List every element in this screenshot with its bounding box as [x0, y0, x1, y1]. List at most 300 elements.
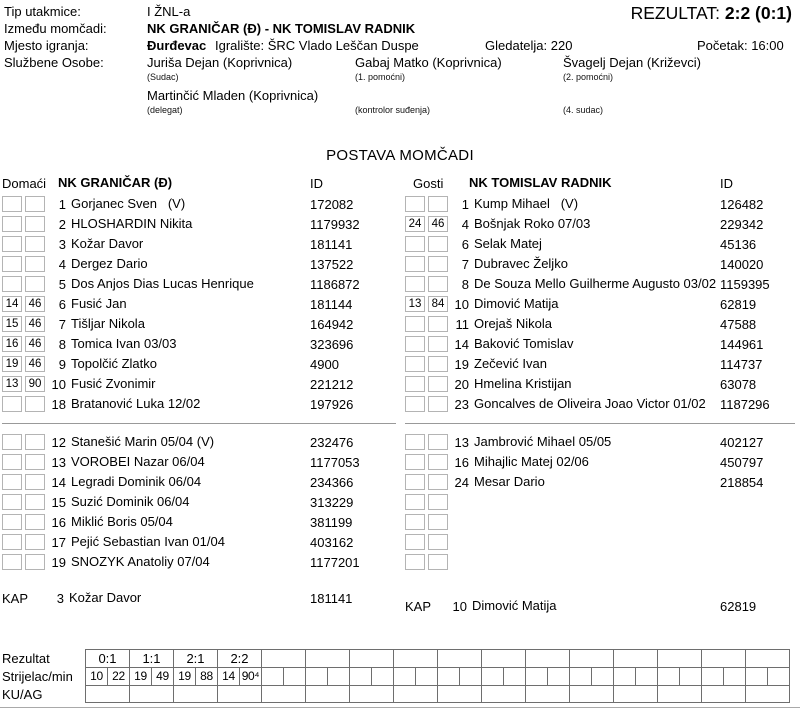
player-number: 19 — [51, 554, 66, 570]
player-name: Kožar Davor — [71, 236, 144, 251]
score-column — [482, 650, 526, 702]
sub-min-cell[interactable] — [25, 216, 45, 232]
lineup-title: POSTAVA MOMČADI — [326, 147, 474, 164]
score-column — [174, 650, 218, 702]
score-result-cell[interactable] — [262, 650, 305, 668]
scorer-minute-cell[interactable]: 22 — [112, 669, 125, 683]
player-row — [2, 394, 396, 414]
sub-min-cell[interactable] — [428, 534, 448, 550]
player-name: Kump Mihael (V) — [474, 196, 579, 211]
player-id: 1187296 — [720, 396, 770, 412]
player-id: 172082 — [310, 196, 354, 212]
player-id: 221212 — [310, 376, 354, 392]
sub-min-cell[interactable] — [25, 256, 45, 272]
sub-min-cell[interactable] — [428, 554, 448, 570]
officials-label: Službene Osobe: — [4, 55, 104, 70]
venue-label: Mjesto igranja: — [4, 38, 89, 53]
sub-in-cell[interactable] — [405, 534, 425, 550]
sub-min-cell[interactable] — [25, 514, 45, 530]
scorer-minute-row — [570, 668, 613, 686]
captain-number: 3 — [56, 590, 64, 606]
player-name: Orejaš Nikola — [474, 316, 553, 331]
scorer-number-cell[interactable]: 14 — [218, 668, 240, 685]
player-number: 20 — [454, 376, 469, 392]
kuag-cell[interactable] — [350, 686, 393, 702]
sub-min-cell[interactable] — [428, 336, 448, 352]
empty-player-row — [405, 532, 795, 552]
empty-player-row — [405, 552, 795, 572]
player-id: 181144 — [310, 296, 353, 312]
guest-bench-divider — [405, 423, 795, 424]
player-id: 450797 — [720, 454, 764, 470]
sub-min-cell[interactable] — [428, 474, 448, 490]
controller-role: (kontrolor suđenja) — [355, 105, 431, 115]
player-number: 15 — [51, 494, 66, 510]
player-id: 144961 — [720, 336, 764, 352]
kuag-cell[interactable] — [218, 686, 261, 702]
sub-in-cell[interactable] — [405, 316, 425, 332]
player-row — [405, 234, 795, 254]
kuag-cell[interactable] — [702, 686, 745, 702]
sub-in-cell[interactable] — [405, 376, 425, 392]
home-starters — [2, 194, 396, 414]
sub-min-cell[interactable] — [25, 534, 45, 550]
player-number: 16 — [51, 514, 66, 530]
player-row — [2, 472, 396, 492]
attendance-value: Gledatelja: 220 — [485, 38, 573, 53]
scorer-minute-cell[interactable] — [636, 668, 657, 685]
sub-min-cell[interactable]: 46 — [428, 216, 448, 232]
kuag-cell[interactable] — [438, 686, 481, 702]
sub-in-cell[interactable] — [405, 554, 425, 570]
sub-min-cell[interactable] — [25, 454, 45, 470]
sub-in-cell[interactable] — [2, 216, 22, 232]
sub-min-cell[interactable] — [25, 434, 45, 450]
sub-min-cell[interactable] — [428, 396, 448, 412]
match-teams: NK GRANIČAR (Đ) - NK TOMISLAV RADNIK — [147, 21, 416, 36]
sub-in-cell[interactable] — [2, 396, 22, 412]
scorer-number-cell[interactable] — [306, 668, 328, 685]
score-result-cell[interactable] — [438, 650, 481, 668]
score-column — [746, 650, 789, 702]
scorer-number-cell[interactable]: 19 — [130, 668, 152, 685]
sub-in-cell[interactable] — [405, 196, 425, 212]
player-number: 5 — [58, 276, 66, 292]
match-type-label: Tip utakmice: — [4, 4, 81, 19]
player-row — [2, 274, 396, 294]
player-id: 62819 — [720, 296, 757, 312]
player-number: 14 — [454, 336, 469, 352]
player-row — [2, 214, 396, 234]
scorer-minute-cell[interactable] — [680, 668, 701, 685]
sub-in-cell[interactable] — [2, 196, 22, 212]
captain-name: Kožar Davor — [69, 590, 142, 605]
sub-in-cell[interactable]: 13 — [2, 376, 22, 392]
scorer-number-cell[interactable]: 10 — [86, 668, 108, 685]
kuag-cell[interactable] — [130, 686, 173, 702]
sub-in-cell[interactable] — [405, 356, 425, 372]
player-number: 13 — [51, 454, 66, 470]
sub-min-cell[interactable] — [428, 494, 448, 510]
captain-name: Dimović Matija — [472, 598, 557, 613]
player-row — [2, 532, 396, 552]
player-name: Dos Anjos Dias Lucas Henrique — [71, 276, 254, 291]
score-result-cell[interactable]: 2:1 — [174, 650, 217, 668]
sub-in-cell[interactable] — [405, 336, 425, 352]
player-name: Mihajlic Matej 02/06 — [474, 454, 589, 469]
sub-in-cell[interactable] — [405, 256, 425, 272]
player-id: 1179932 — [310, 216, 360, 232]
player-row — [2, 254, 396, 274]
player-number: 11 — [455, 316, 469, 332]
player-number: 4 — [461, 216, 469, 232]
score-result-cell[interactable] — [614, 650, 657, 668]
sub-in-cell[interactable]: 15 — [2, 316, 22, 332]
score-column — [86, 650, 130, 702]
sub-min-cell[interactable]: 46 — [25, 356, 45, 372]
scorer-number-cell[interactable] — [394, 668, 416, 685]
score-result-cell[interactable]: 1:1 — [130, 650, 173, 668]
delegate-name: Martinčić Mladen (Koprivnica) — [147, 88, 319, 103]
referee-name: Juriša Dejan (Koprivnica) — [147, 55, 293, 70]
kap-label: KAP — [2, 590, 29, 606]
score-result-cell[interactable]: 0:1 — [86, 650, 129, 668]
player-name: Gorjanec Sven (V) — [71, 196, 186, 211]
scorer-minute-cell[interactable] — [548, 668, 569, 685]
score-table — [85, 649, 790, 703]
player-row — [405, 374, 795, 394]
kuag-cell[interactable] — [746, 686, 789, 702]
scorer-minute-cell[interactable]: 88 — [200, 669, 213, 683]
score-result-cell[interactable] — [526, 650, 569, 668]
scorer-minute-row — [262, 668, 305, 686]
scorer-number-cell[interactable] — [262, 668, 284, 685]
kuag-cell[interactable] — [174, 686, 217, 702]
sub-in-cell[interactable] — [405, 494, 425, 510]
player-id: 63078 — [720, 376, 757, 392]
player-id: 313229 — [310, 494, 354, 510]
player-name: Jambrović Mihael 05/05 — [474, 434, 612, 449]
scorer-minute-cell[interactable] — [284, 668, 305, 685]
kuag-cell[interactable] — [614, 686, 657, 702]
guest-starters — [405, 194, 795, 414]
home-team-name: NK GRANIČAR (Đ) — [58, 175, 173, 190]
player-row — [405, 294, 795, 314]
scorer-number-cell[interactable] — [702, 668, 724, 685]
score-column — [306, 650, 350, 702]
kuag-cell[interactable] — [262, 686, 305, 702]
captain-id: 181141 — [310, 590, 353, 606]
sub-min-cell[interactable] — [25, 396, 45, 412]
player-id: 114737 — [720, 356, 763, 372]
kuag-cell[interactable] — [306, 686, 349, 702]
guest-captain-row — [405, 596, 795, 616]
scorer-minute-cell[interactable]: 90⁴ — [241, 669, 260, 683]
sub-in-cell[interactable] — [405, 276, 425, 292]
score-result-cell[interactable] — [394, 650, 437, 668]
scorer-minute-row — [746, 668, 789, 686]
sub-in-cell[interactable] — [405, 514, 425, 530]
player-id: 137522 — [310, 256, 354, 272]
sub-in-cell[interactable]: 14 — [2, 296, 22, 312]
home-bench-divider — [2, 423, 396, 424]
guest-id-header: ID — [720, 175, 733, 191]
sub-in-cell[interactable] — [405, 454, 425, 470]
home-bench — [2, 432, 396, 572]
scorer-number-cell[interactable] — [438, 668, 460, 685]
sub-min-cell[interactable] — [428, 196, 448, 212]
player-name: Hmelina Kristijan — [474, 376, 572, 391]
sub-in-cell[interactable]: 24 — [405, 216, 425, 232]
kuag-cell[interactable] — [482, 686, 525, 702]
player-name: De Souza Mello Guilherme Augusto 03/02 — [474, 276, 717, 291]
sub-in-cell[interactable] — [405, 434, 425, 450]
player-name: Legradi Dominik 06/04 — [71, 474, 202, 489]
kuag-cell[interactable] — [570, 686, 613, 702]
player-row — [2, 234, 396, 254]
sub-in-cell[interactable] — [405, 236, 425, 252]
player-number: 1 — [58, 196, 66, 212]
score-column — [350, 650, 394, 702]
sub-in-cell[interactable] — [2, 236, 22, 252]
player-row — [2, 374, 396, 394]
sub-in-cell[interactable]: 19 — [2, 356, 22, 372]
assistant1-role: (1. pomoćni) — [355, 72, 406, 82]
result-value: 2:2 (0:1) — [724, 3, 792, 23]
score-result-cell[interactable] — [658, 650, 701, 668]
sub-min-cell[interactable]: 46 — [25, 316, 45, 332]
sub-min-cell[interactable] — [25, 276, 45, 292]
player-id: 47588 — [720, 316, 757, 332]
score-result-cell[interactable] — [350, 650, 393, 668]
score-scorer-label: Strijelac/min — [2, 669, 73, 684]
scorer-minute-cell[interactable] — [724, 668, 745, 685]
scorer-minute-row — [86, 668, 129, 686]
home-side-label: Domaći — [2, 175, 47, 191]
player-number: 23 — [454, 396, 469, 412]
sub-min-cell[interactable] — [428, 514, 448, 530]
kuag-cell[interactable] — [86, 686, 129, 702]
player-row — [2, 334, 396, 354]
scorer-minute-row — [218, 668, 261, 686]
player-number: 18 — [51, 396, 66, 412]
sub-in-cell[interactable] — [2, 514, 22, 530]
player-id: 4900 — [310, 356, 339, 372]
sub-min-cell[interactable]: 90 — [25, 376, 45, 392]
player-number: 8 — [58, 336, 66, 352]
player-number: 10 — [454, 296, 469, 312]
player-id: 402127 — [720, 434, 764, 450]
sub-min-cell[interactable] — [428, 454, 448, 470]
player-number: 4 — [58, 256, 66, 272]
scorer-minute-row — [614, 668, 657, 686]
sub-min-cell[interactable] — [25, 196, 45, 212]
kap-label: KAP — [405, 598, 432, 614]
sub-in-cell[interactable] — [2, 276, 22, 292]
sub-in-cell[interactable] — [405, 396, 425, 412]
sub-min-cell[interactable] — [428, 316, 448, 332]
sub-min-cell[interactable] — [428, 256, 448, 272]
sub-min-cell[interactable] — [428, 376, 448, 392]
player-row — [405, 214, 795, 234]
venue-city: Đurđevac — [147, 38, 207, 53]
home-captain-row — [2, 588, 396, 608]
fourth-official-role: (4. sudac) — [563, 105, 604, 115]
guest-empty-rows — [405, 492, 795, 572]
player-id: 1159395 — [720, 276, 770, 292]
player-row — [2, 432, 396, 452]
sub-min-cell[interactable] — [428, 434, 448, 450]
scorer-minute-row — [702, 668, 745, 686]
sub-min-cell[interactable] — [428, 276, 448, 292]
scorer-minute-cell[interactable]: 49 — [156, 669, 169, 683]
score-result-cell[interactable] — [746, 650, 789, 668]
scorer-minute-row — [482, 668, 525, 686]
page-bottom-rule — [0, 707, 800, 708]
player-name: Zečević Ivan — [474, 356, 547, 371]
player-id: 1186872 — [310, 276, 360, 292]
sub-min-cell[interactable] — [25, 236, 45, 252]
guest-roster-header — [405, 172, 795, 194]
score-column — [702, 650, 746, 702]
score-result-cell[interactable] — [482, 650, 525, 668]
sub-in-cell[interactable] — [2, 554, 22, 570]
scorer-number-cell[interactable] — [482, 668, 504, 685]
player-name: Selak Matej — [474, 236, 542, 251]
sub-in-cell[interactable] — [2, 434, 22, 450]
scorer-minute-row — [658, 668, 701, 686]
scorer-number-cell[interactable] — [526, 668, 548, 685]
sub-min-cell[interactable] — [25, 554, 45, 570]
scorer-minute-cell[interactable] — [416, 668, 437, 685]
player-id: 1177201 — [310, 554, 360, 570]
sub-min-cell[interactable] — [428, 356, 448, 372]
player-row — [405, 394, 795, 414]
scorer-number-cell[interactable] — [570, 668, 592, 685]
sub-in-cell[interactable] — [2, 534, 22, 550]
kickoff-time: Početak: 16:00 — [697, 38, 784, 53]
player-row — [405, 334, 795, 354]
score-column — [438, 650, 482, 702]
score-column — [526, 650, 570, 702]
scorer-minute-row — [174, 668, 217, 686]
scorer-minute-cell[interactable] — [328, 668, 349, 685]
score-column — [130, 650, 174, 702]
score-result-cell[interactable] — [702, 650, 745, 668]
player-name: Tišljar Nikola — [71, 316, 145, 331]
score-column — [218, 650, 262, 702]
player-number: 7 — [461, 256, 469, 272]
sub-in-cell[interactable] — [2, 454, 22, 470]
sub-in-cell[interactable] — [2, 256, 22, 272]
guest-team-name: NK TOMISLAV RADNIK — [469, 175, 612, 190]
player-name: Fusić Zvonimir — [71, 376, 156, 391]
assistant2-role: (2. pomoćni) — [563, 72, 614, 82]
kuag-cell[interactable] — [658, 686, 701, 702]
player-number: 7 — [58, 316, 66, 332]
player-row — [2, 314, 396, 334]
scorer-number-cell[interactable]: 19 — [174, 668, 196, 685]
result-line — [631, 3, 792, 24]
sub-min-cell[interactable]: 84 — [428, 296, 448, 312]
kuag-cell[interactable] — [526, 686, 569, 702]
player-id: 323696 — [310, 336, 354, 352]
player-id: 164942 — [310, 316, 354, 332]
sub-min-cell[interactable] — [428, 236, 448, 252]
guest-bench — [405, 432, 795, 492]
player-row — [2, 552, 396, 572]
kuag-cell[interactable] — [394, 686, 437, 702]
player-number: 24 — [454, 474, 469, 490]
referee-role: (Sudac) — [147, 72, 179, 82]
score-column — [394, 650, 438, 702]
sub-in-cell[interactable] — [405, 474, 425, 490]
player-id: 197926 — [310, 396, 354, 412]
player-name: Dubravec Željko — [474, 256, 568, 271]
player-row — [405, 194, 795, 214]
player-name: Bošnjak Roko 07/03 — [474, 216, 591, 231]
sub-min-cell[interactable]: 46 — [25, 336, 45, 352]
player-row — [405, 472, 795, 492]
scorer-minute-row — [526, 668, 569, 686]
sub-min-cell[interactable] — [25, 494, 45, 510]
scorer-number-cell[interactable] — [350, 668, 372, 685]
assistant2-name: Švagelj Dejan (Križevci) — [563, 55, 701, 70]
scorer-minute-cell[interactable] — [592, 668, 613, 685]
sub-min-cell[interactable] — [25, 474, 45, 490]
score-result-cell[interactable]: 2:2 — [218, 650, 261, 668]
scorer-minute-cell[interactable] — [460, 668, 481, 685]
scorer-minute-cell[interactable] — [372, 668, 393, 685]
player-number: 13 — [454, 434, 469, 450]
home-id-header: ID — [310, 175, 323, 191]
player-name: Suzić Dominik 06/04 — [71, 494, 190, 509]
captain-id: 62819 — [720, 598, 757, 614]
scorer-number-cell[interactable] — [746, 668, 768, 685]
scorer-minute-cell[interactable] — [504, 668, 525, 685]
player-name: SNOZYK Anatoliy 07/04 — [71, 554, 210, 569]
player-row — [405, 254, 795, 274]
teams-label: Između momčadi: — [4, 21, 107, 36]
score-result-cell[interactable] — [570, 650, 613, 668]
sub-in-cell[interactable] — [2, 474, 22, 490]
player-id: 45136 — [720, 236, 757, 252]
player-number: 19 — [454, 356, 469, 372]
player-number: 6 — [58, 296, 66, 312]
result-label: REZULTAT: — [630, 3, 725, 23]
sub-in-cell[interactable]: 13 — [405, 296, 425, 312]
venue-field: Igralište: ŠRC Vlado Leščan Duspe — [215, 38, 419, 53]
sub-min-cell[interactable]: 46 — [25, 296, 45, 312]
player-id: 181141 — [310, 236, 353, 252]
sub-in-cell[interactable]: 16 — [2, 336, 22, 352]
player-row — [2, 452, 396, 472]
scorer-minute-row — [306, 668, 349, 686]
player-id: 218854 — [720, 474, 764, 490]
empty-player-row — [405, 492, 795, 512]
scorer-minute-cell[interactable] — [768, 668, 789, 685]
player-number: 1 — [461, 196, 469, 212]
scorer-number-cell[interactable] — [658, 668, 680, 685]
player-name: Fusić Jan — [71, 296, 127, 311]
player-number: 2 — [58, 216, 66, 232]
score-result-cell[interactable] — [306, 650, 349, 668]
scorer-number-cell[interactable] — [614, 668, 636, 685]
player-id: 126482 — [720, 196, 764, 212]
match-type-value: I ŽNL-a — [147, 4, 191, 19]
player-id: 234366 — [310, 474, 354, 490]
sub-in-cell[interactable] — [2, 494, 22, 510]
